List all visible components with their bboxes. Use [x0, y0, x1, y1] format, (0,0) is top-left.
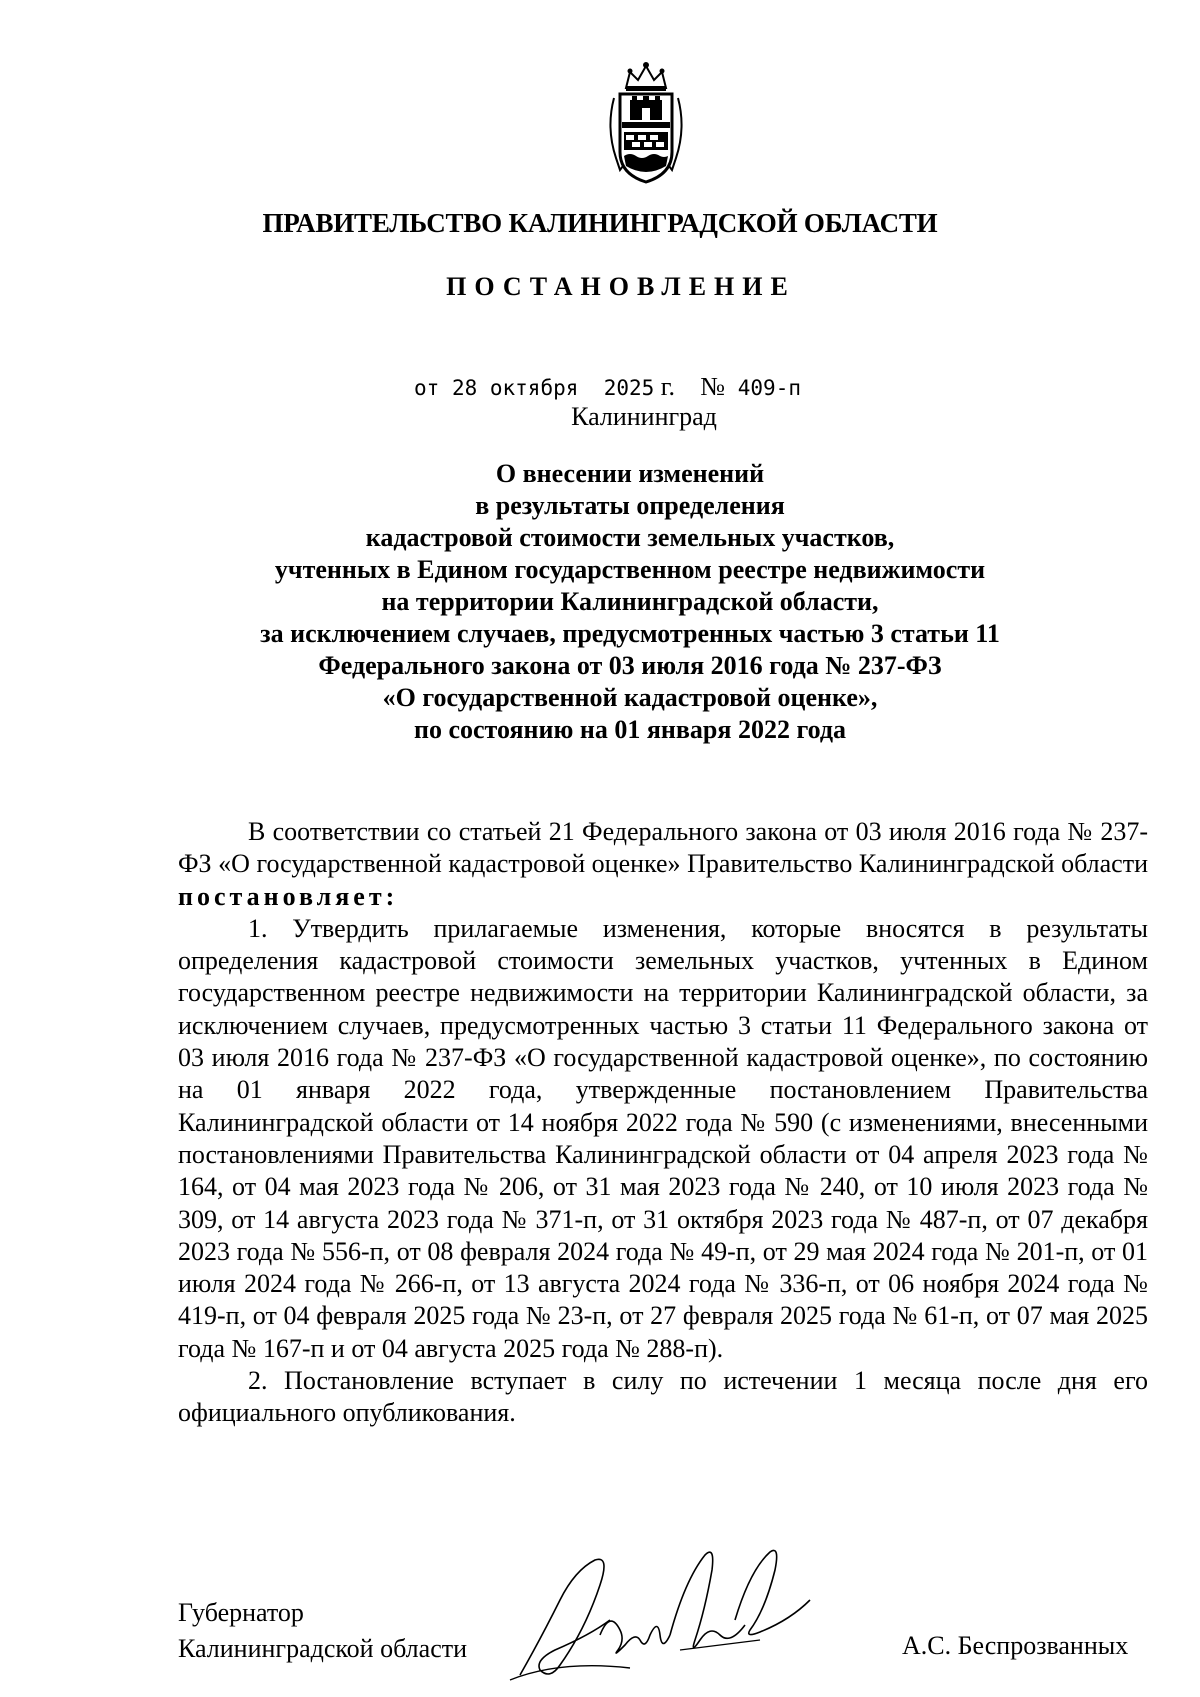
signatory-name: А.С. Беспрозванных — [902, 1631, 1129, 1660]
title-line: кадастровой стоимости земельных участков, — [365, 523, 895, 552]
coat-of-arms-icon — [596, 58, 696, 188]
document-number: 409-п — [737, 376, 801, 400]
title-line: по состоянию на 01 января 2022 года — [413, 715, 847, 744]
title-line: О внесении изменений — [495, 459, 765, 488]
title-line: «О государственной кадастровой оценке», — [382, 683, 878, 712]
organization-name: ПРАВИТЕЛЬСТВО КАЛИНИНГРАДСКОЙ ОБЛАСТИ — [262, 208, 938, 238]
position-line-1: Губернатор — [178, 1598, 304, 1627]
preamble-paragraph — [178, 816, 1148, 913]
document-type: ПОСТАНОВЛЕНИЕ — [446, 272, 796, 301]
preamble-text: В соответствии со статьей 21 Федерального закона от 03 июля 2016 года № 237-ФЗ «О государственной кадастровой оценке» Правительство Калининградской области — [178, 817, 1148, 879]
title-line: в результаты определения — [475, 491, 785, 520]
preamble-verb: постановляет: — [178, 881, 399, 911]
year-suffix: г. — [660, 372, 675, 401]
item-2-paragraph: 2. Постановление вступает в силу по истечении 1 месяца после дня его официального опубликования. — [178, 1366, 1148, 1428]
handwritten-signature — [500, 1540, 830, 1690]
position-line-2: Калининградской области — [178, 1634, 468, 1663]
signatory-position — [178, 1595, 467, 1667]
date-line — [414, 372, 801, 402]
date-year: 2025 — [603, 376, 655, 400]
document-body — [178, 816, 1148, 1430]
date-prefix: от — [414, 376, 440, 400]
title-line: на территории Калининградской области, — [381, 587, 879, 616]
city: Калининград — [571, 402, 717, 431]
item-1-paragraph: 1. Утвердить прилагаемые изменения, которые вносятся в результаты определения кадастровой стоимости земельных участков, учтенных в Едином государственном реестре недвижимости на территории Калининградской области, за исключением случаев, предусмотренных частью 3 статьи 11 Федерального закона от 03 июля 2016 года № 237-ФЗ «О государственной кадастровой оценке», по состоянию на 01 января 2022 года, утвержденные постановлением Правительства Калининградской области от 14 ноября 2022 года № 590 (с изменениями, внесенными постановлениями Правительства Калининградской области от 04 апреля 2023 года № 164, от 04 мая 2023 года № 206, от 31 мая 2023 года № 240, от 10 июля 2023 года № 309, от 14 августа 2023 года № 371-п, от 31 октября 2023 года № 487-п, от 07 декабря 2023 года № 556-п, от 08 февраля 2024 года № 49-п, от 29 мая 2024 года № 201-п, от 01 июля 2024 года № 266-п, от 13 августа 2024 года № 336-п, от 06 ноября 2024 года № 419-п, от 04 февраля 2025 года № 23-п, от 27 февраля 2025 года № 61-п, от 07 мая 2025 года № 167-п и от 04 августа 2025 года № 288-п). — [178, 913, 1148, 1363]
title-line: учтенных в Едином государственном реестре недвижимости — [274, 555, 986, 584]
date-value: 28 октября — [451, 376, 579, 400]
title-line: Федерального закона от 03 июля 2016 года № 237-ФЗ — [318, 651, 942, 680]
title-line: за исключением случаев, предусмотренных частью 3 статьи 11 — [260, 619, 1000, 648]
number-sign: № — [700, 372, 726, 401]
document-title — [180, 458, 1080, 746]
